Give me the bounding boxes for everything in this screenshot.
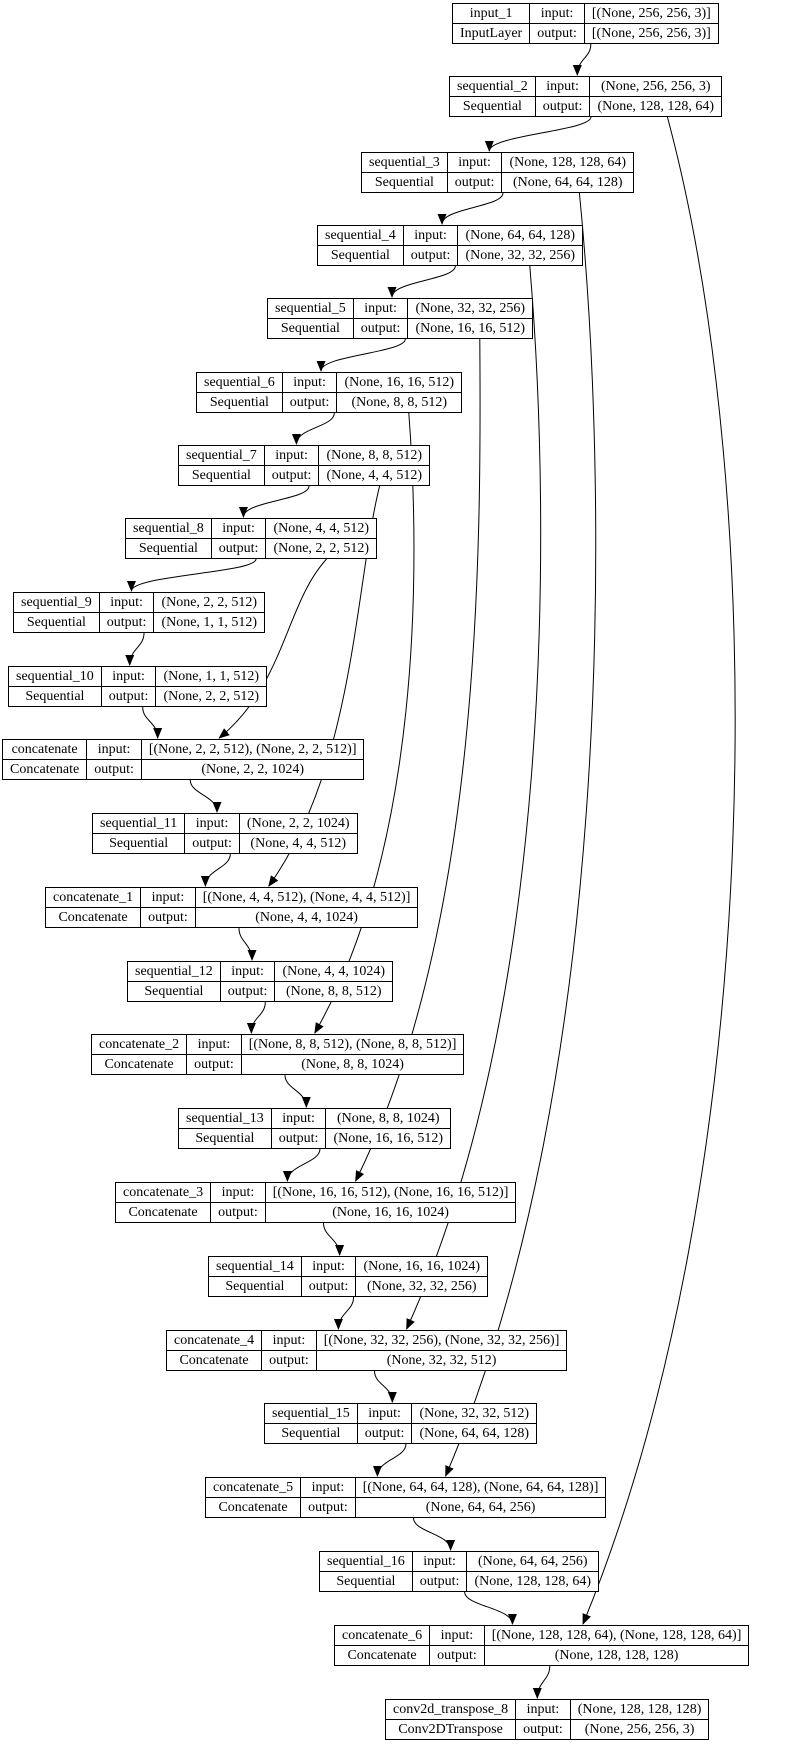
edge-sequential_10-to-concatenate <box>143 707 158 738</box>
input-label: input: <box>185 814 240 834</box>
layer-record-table <box>361 152 634 193</box>
output-label: output: <box>301 1498 356 1518</box>
input-shape: (None, 256, 256, 3) <box>590 77 722 97</box>
layer-record-table <box>8 666 267 707</box>
layer-node-input_1 <box>452 3 719 44</box>
input-label: input: <box>101 667 156 687</box>
edge-concatenate_5-to-sequential_16 <box>414 1518 451 1550</box>
output-shape: (None, 8, 8, 1024) <box>241 1055 464 1075</box>
input-shape: [(None, 8, 8, 512), (None, 8, 8, 512)] <box>241 1035 464 1055</box>
edge-sequential_4-to-concatenate_4 <box>407 266 541 1329</box>
layer-record-table <box>13 592 265 633</box>
layer-type: Concatenate <box>116 1203 211 1223</box>
layer-name: sequential_3 <box>362 153 448 173</box>
layer-node-sequential_5 <box>267 298 533 339</box>
layer-node-concatenate_2 <box>91 1034 464 1075</box>
output-label: output: <box>301 1277 356 1297</box>
input-shape: (None, 128, 128, 128) <box>570 1700 709 1720</box>
edge-sequential_11-to-concatenate_1 <box>205 854 230 886</box>
layer-name: sequential_6 <box>197 373 283 393</box>
output-shape: (None, 16, 16, 512) <box>326 1129 451 1149</box>
output-label: output: <box>430 1646 485 1666</box>
layer-node-sequential_4 <box>317 225 583 266</box>
input-shape: (None, 32, 32, 256) <box>408 299 533 319</box>
input-shape: [(None, 64, 64, 128), (None, 64, 64, 128)] <box>355 1478 606 1498</box>
layer-type: Sequential <box>197 393 283 413</box>
output-shape: (None, 8, 8, 512) <box>275 982 393 1002</box>
layer-type: Concatenate <box>3 760 87 780</box>
layer-type: Sequential <box>179 466 265 486</box>
output-shape: (None, 2, 2, 512) <box>266 539 377 559</box>
edge-concatenate_6-to-conv2d_transpose_8 <box>537 1666 550 1698</box>
output-shape: (None, 32, 32, 512) <box>316 1351 567 1371</box>
layer-type: Concatenate <box>335 1646 430 1666</box>
output-shape: [(None, 256, 256, 3)] <box>584 24 718 44</box>
edge-concatenate_4-to-sequential_15 <box>375 1371 393 1402</box>
layer-record-table <box>267 298 533 339</box>
output-label: output: <box>357 1424 412 1444</box>
input-label: input: <box>141 888 196 908</box>
layer-type: Sequential <box>179 1129 272 1149</box>
layer-record-table <box>125 518 377 559</box>
input-label: input: <box>403 226 458 246</box>
output-label: output: <box>87 760 142 780</box>
output-shape: (None, 8, 8, 512) <box>337 393 462 413</box>
input-shape: (None, 16, 16, 1024) <box>356 1257 488 1277</box>
output-shape: (None, 256, 256, 3) <box>570 1720 709 1740</box>
layer-name: sequential_11 <box>93 814 185 834</box>
layer-name: sequential_2 <box>450 77 536 97</box>
layer-node-sequential_6 <box>196 372 462 413</box>
layer-type: Sequential <box>450 97 536 117</box>
input-shape: (None, 16, 16, 512) <box>337 373 462 393</box>
layer-record-table <box>449 76 722 117</box>
layer-node-concatenate_1 <box>45 887 418 928</box>
layer-node-concatenate_5 <box>205 1477 606 1518</box>
output-label: output: <box>211 539 266 559</box>
output-label: output: <box>530 24 585 44</box>
layer-type: Sequential <box>93 834 185 854</box>
layer-type: InputLayer <box>453 24 530 44</box>
layer-type: Sequential <box>265 1424 358 1444</box>
layer-record-table <box>92 813 358 854</box>
edge-sequential_14-to-concatenate_4 <box>338 1297 353 1329</box>
edge-sequential_6-to-concatenate_2 <box>315 413 414 1033</box>
layer-name: sequential_4 <box>318 226 404 246</box>
layer-record-table <box>127 961 393 1002</box>
output-label: output: <box>353 319 408 339</box>
layer-record-table <box>334 1625 749 1666</box>
output-shape: (None, 1, 1, 512) <box>154 613 265 633</box>
layer-name: concatenate_3 <box>116 1183 211 1203</box>
layer-node-sequential_2 <box>449 76 722 117</box>
edge-sequential_6-to-sequential_7 <box>296 413 334 444</box>
output-label: output: <box>187 1055 242 1075</box>
output-shape: (None, 16, 16, 1024) <box>265 1203 516 1223</box>
output-label: output: <box>141 908 196 928</box>
layer-type: Sequential <box>362 173 448 193</box>
layer-name: input_1 <box>453 4 530 24</box>
input-shape: [(None, 16, 16, 512), (None, 16, 16, 512)] <box>265 1183 516 1203</box>
layer-node-sequential_14 <box>208 1256 488 1297</box>
input-shape: (None, 4, 4, 1024) <box>275 962 393 982</box>
input-shape: (None, 2, 2, 512) <box>154 593 265 613</box>
input-shape: (None, 8, 8, 512) <box>319 446 430 466</box>
edge-sequential_9-to-sequential_10 <box>130 633 144 665</box>
layer-record-table <box>45 887 418 928</box>
input-shape: (None, 8, 8, 1024) <box>326 1109 451 1129</box>
output-label: output: <box>403 246 458 266</box>
output-label: output: <box>447 173 502 193</box>
input-shape: [(None, 2, 2, 512), (None, 2, 2, 512)] <box>141 740 364 760</box>
layer-name: sequential_16 <box>320 1552 413 1572</box>
layer-name: concatenate_5 <box>206 1478 301 1498</box>
input-shape: [(None, 4, 4, 512), (None, 4, 4, 512)] <box>195 888 418 908</box>
input-shape: (None, 2, 2, 1024) <box>239 814 357 834</box>
edge-concatenate-to-sequential_11 <box>190 780 217 812</box>
input-label: input: <box>99 593 154 613</box>
layer-type: Concatenate <box>206 1498 301 1518</box>
input-label: input: <box>211 519 266 539</box>
layer-record-table <box>385 1699 709 1740</box>
layer-record-table <box>319 1551 599 1592</box>
input-label: input: <box>301 1478 356 1498</box>
edge-sequential_2-to-concatenate_6 <box>583 117 735 1624</box>
layer-node-concatenate <box>2 739 364 780</box>
input-shape: (None, 1, 1, 512) <box>156 667 267 687</box>
output-label: output: <box>185 834 240 854</box>
layer-record-table <box>196 372 462 413</box>
edge-input_1-to-sequential_2 <box>577 44 591 75</box>
input-label: input: <box>87 740 142 760</box>
layer-type: Conv2DTranspose <box>386 1720 516 1740</box>
edge-sequential_16-to-concatenate_6 <box>465 1592 513 1624</box>
output-shape: (None, 4, 4, 1024) <box>195 908 418 928</box>
input-label: input: <box>271 1109 326 1129</box>
input-label: input: <box>264 446 319 466</box>
edge-sequential_5-to-sequential_6 <box>321 339 405 371</box>
layer-node-sequential_12 <box>127 961 393 1002</box>
layer-name: conv2d_transpose_8 <box>386 1700 516 1720</box>
layer-type: Sequential <box>268 319 354 339</box>
edge-sequential_4-to-sequential_5 <box>392 266 455 297</box>
layer-node-conv2d_transpose_8 <box>385 1699 709 1740</box>
layer-record-table <box>452 3 719 44</box>
layer-name: concatenate <box>3 740 87 760</box>
layer-type: Sequential <box>14 613 100 633</box>
edge-sequential_12-to-concatenate_2 <box>251 1002 265 1033</box>
layer-type: Sequential <box>320 1572 413 1592</box>
layer-name: concatenate_1 <box>46 888 141 908</box>
layer-node-sequential_7 <box>178 445 430 486</box>
layer-record-table <box>115 1182 516 1223</box>
edge-concatenate_2-to-sequential_13 <box>285 1075 306 1107</box>
layer-type: Concatenate <box>167 1351 262 1371</box>
layer-node-sequential_16 <box>319 1551 599 1592</box>
layer-node-sequential_3 <box>361 152 634 193</box>
edge-sequential_13-to-concatenate_3 <box>287 1149 320 1181</box>
output-label: output: <box>264 466 319 486</box>
layer-node-sequential_11 <box>92 813 358 854</box>
layer-node-sequential_8 <box>125 518 377 559</box>
layer-name: sequential_5 <box>268 299 354 319</box>
edge-sequential_3-to-sequential_4 <box>442 193 503 224</box>
layer-node-sequential_10 <box>8 666 267 707</box>
output-shape: (None, 16, 16, 512) <box>408 319 533 339</box>
input-label: input: <box>211 1183 266 1203</box>
layer-node-sequential_9 <box>13 592 265 633</box>
input-label: input: <box>262 1331 317 1351</box>
input-label: input: <box>187 1035 242 1055</box>
output-label: output: <box>412 1572 467 1592</box>
layer-record-table <box>205 1477 606 1518</box>
layer-name: sequential_15 <box>265 1404 358 1424</box>
layer-name: concatenate_2 <box>92 1035 187 1055</box>
edge-sequential_15-to-concatenate_5 <box>377 1444 406 1476</box>
layer-type: Sequential <box>128 982 221 1002</box>
layer-type: Sequential <box>318 246 404 266</box>
input-label: input: <box>447 153 502 173</box>
output-label: output: <box>262 1351 317 1371</box>
output-label: output: <box>220 982 275 1002</box>
layer-name: sequential_13 <box>179 1109 272 1129</box>
layer-type: Sequential <box>209 1277 302 1297</box>
input-label: input: <box>301 1257 356 1277</box>
layer-node-concatenate_3 <box>115 1182 516 1223</box>
layer-node-concatenate_4 <box>166 1330 567 1371</box>
output-label: output: <box>99 613 154 633</box>
input-shape: (None, 64, 64, 128) <box>458 226 583 246</box>
input-shape: (None, 32, 32, 512) <box>412 1404 537 1424</box>
layer-name: sequential_10 <box>9 667 102 687</box>
layer-name: sequential_8 <box>126 519 212 539</box>
output-shape: (None, 128, 128, 128) <box>484 1646 749 1666</box>
layer-record-table <box>264 1403 537 1444</box>
input-label: input: <box>412 1552 467 1572</box>
output-shape: (None, 32, 32, 256) <box>356 1277 488 1297</box>
layer-name: sequential_9 <box>14 593 100 613</box>
output-shape: (None, 64, 64, 256) <box>355 1498 606 1518</box>
input-shape: [(None, 32, 32, 256), (None, 32, 32, 256)] <box>316 1331 567 1351</box>
output-shape: (None, 128, 128, 64) <box>467 1572 599 1592</box>
output-label: output: <box>516 1720 571 1740</box>
output-shape: (None, 64, 64, 128) <box>502 173 634 193</box>
edge-sequential_8-to-concatenate <box>219 559 326 738</box>
output-label: output: <box>282 393 337 413</box>
input-shape: [(None, 128, 128, 64), (None, 128, 128, 64)] <box>484 1626 749 1646</box>
output-label: output: <box>101 687 156 707</box>
output-shape: (None, 32, 32, 256) <box>458 246 583 266</box>
layer-record-table <box>166 1330 567 1371</box>
output-shape: (None, 128, 128, 64) <box>590 97 722 117</box>
edge-sequential_8-to-sequential_9 <box>131 559 256 591</box>
output-shape: (None, 2, 2, 1024) <box>141 760 364 780</box>
input-label: input: <box>430 1626 485 1646</box>
layer-name: sequential_12 <box>128 962 221 982</box>
edge-concatenate_1-to-sequential_12 <box>239 928 252 960</box>
layer-node-sequential_13 <box>178 1108 451 1149</box>
output-label: output: <box>211 1203 266 1223</box>
input-shape: (None, 128, 128, 64) <box>502 153 634 173</box>
output-shape: (None, 4, 4, 512) <box>239 834 357 854</box>
input-label: input: <box>516 1700 571 1720</box>
input-label: input: <box>535 77 590 97</box>
layer-name: sequential_14 <box>209 1257 302 1277</box>
edge-concatenate_3-to-sequential_14 <box>324 1223 340 1255</box>
edge-sequential_7-to-sequential_8 <box>243 486 309 517</box>
input-label: input: <box>220 962 275 982</box>
layer-type: Concatenate <box>92 1055 187 1075</box>
layer-type: Sequential <box>126 539 212 559</box>
output-shape: (None, 64, 64, 128) <box>412 1424 537 1444</box>
layer-name: concatenate_6 <box>335 1626 430 1646</box>
layer-record-table <box>178 445 430 486</box>
layer-record-table <box>2 739 364 780</box>
input-label: input: <box>353 299 408 319</box>
input-shape: (None, 64, 64, 256) <box>467 1552 599 1572</box>
layer-record-table <box>178 1108 451 1149</box>
layer-record-table <box>317 225 583 266</box>
layer-name: sequential_7 <box>179 446 265 466</box>
layer-name: concatenate_4 <box>167 1331 262 1351</box>
layer-record-table <box>208 1256 488 1297</box>
output-label: output: <box>535 97 590 117</box>
layer-type: Concatenate <box>46 908 141 928</box>
layer-node-sequential_15 <box>264 1403 537 1444</box>
input-label: input: <box>282 373 337 393</box>
output-label: output: <box>271 1129 326 1149</box>
input-label: input: <box>530 4 585 24</box>
output-shape: (None, 4, 4, 512) <box>319 466 430 486</box>
input-shape: [(None, 256, 256, 3)] <box>584 4 718 24</box>
layer-node-concatenate_6 <box>334 1625 749 1666</box>
input-shape: (None, 4, 4, 512) <box>266 519 377 539</box>
layer-type: Sequential <box>9 687 102 707</box>
edge-sequential_2-to-sequential_3 <box>489 117 591 151</box>
input-label: input: <box>357 1404 412 1424</box>
layer-record-table <box>91 1034 464 1075</box>
output-shape: (None, 2, 2, 512) <box>156 687 267 707</box>
